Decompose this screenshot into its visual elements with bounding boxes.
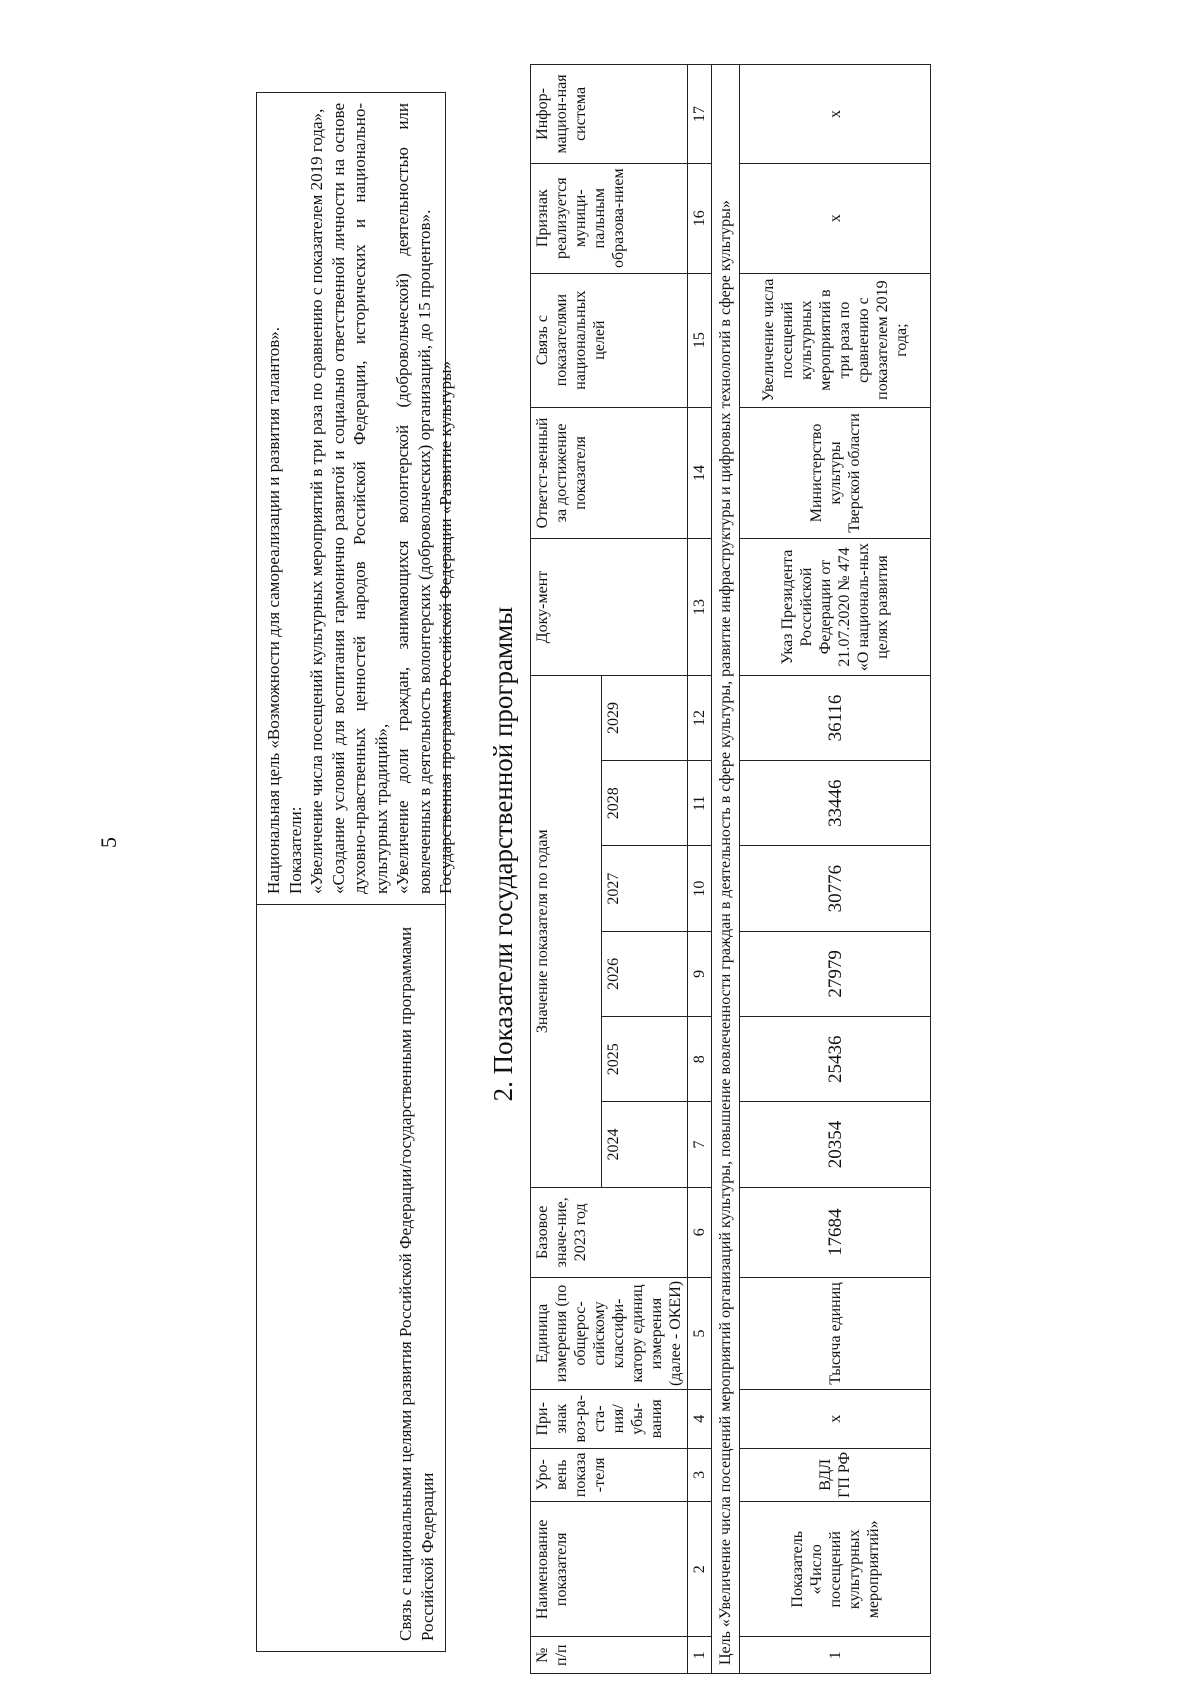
col-number: 5	[688, 1277, 712, 1389]
header-info: Инфор-мацион-ная система	[531, 65, 688, 164]
row-unit: Тысяча единиц	[740, 1277, 931, 1389]
row-doc: Указ Президента Российской Федерации от 21.07.2020 № 474 «О националь-ных целях развития	[740, 539, 931, 676]
header-values-group: Значение показателя по годам	[531, 675, 602, 1187]
header-municipal: Признак реализуется муници-пальным образова-нием	[531, 163, 688, 273]
table-row	[740, 65, 931, 1674]
col-number: 9	[688, 931, 712, 1016]
col-number: 10	[688, 846, 712, 931]
section-title: 2. Показатели государственной программы	[488, 606, 518, 1102]
link-box-line: Государственная программа Российской Федерации «Развитие культуры»	[436, 361, 455, 894]
col-number: 4	[688, 1390, 712, 1449]
indicators-table-wrapper	[530, 64, 931, 1674]
header-year: 2026	[602, 931, 688, 1016]
national-goals-link-box	[256, 92, 455, 1652]
row-municipal: х	[740, 163, 931, 273]
header-base: Базовое значе-ние, 2023 год	[531, 1187, 688, 1277]
link-box-label-cell	[257, 904, 445, 1651]
col-number: 2	[688, 1502, 712, 1637]
row-num: 1	[740, 1637, 931, 1674]
link-box-line: Национальная цель «Возможности для самореализации и развития талантов».	[264, 327, 283, 894]
row-value: 27979	[740, 931, 931, 1016]
goal-row	[712, 65, 740, 1674]
row-value: 30776	[740, 846, 931, 931]
row-value: 33446	[740, 761, 931, 846]
header-link: Связь с показателями национальных целей	[531, 273, 688, 407]
col-number: 6	[688, 1187, 712, 1277]
link-box-line: «Создание условий для воспитания гармонично развитой и социально ответственной личности на основе духовно-нравственных ценностей народов Российской Федерации, исторических и национально-культурных традиций»,	[328, 103, 391, 894]
col-number: 16	[688, 163, 712, 273]
column-numbers-row	[688, 65, 712, 1674]
col-number: 12	[688, 675, 712, 760]
header-responsible: Ответст-венный за достижение показателя	[531, 407, 688, 539]
link-box-content-cell	[257, 93, 455, 904]
col-number: 15	[688, 273, 712, 407]
col-number: 17	[688, 65, 712, 164]
header-year: 2027	[602, 846, 688, 931]
link-box-line: Показатели:	[285, 806, 305, 894]
col-number: 11	[688, 761, 712, 846]
header-year: 2029	[602, 675, 688, 760]
row-sign: х	[740, 1390, 931, 1449]
header-unit: Единица измерения (по общерос-сийскому классифи-катору единиц измерения (далее - ОКЕИ)	[531, 1277, 688, 1389]
header-year: 2028	[602, 761, 688, 846]
col-number: 13	[688, 539, 712, 676]
header-num: № п/п	[531, 1637, 688, 1674]
link-box-line: «Увеличение доли граждан, занимающихся волонтерской (добровольческой) деятельностью или вовлеченных в деятельность волонтерских (добровольческих) организаций, до 15 процентов».	[393, 103, 434, 894]
goal-text: Цель «Увеличение числа посещений мероприятий организаций культуры, повышение вовлеченности граждан в деятельность в сфере культуры, развитие инфраструктуры и цифровых технологий в сфере культуры»	[712, 65, 740, 1674]
header-year: 2024	[602, 1102, 688, 1187]
row-value: 25436	[740, 1017, 931, 1102]
row-value: 36116	[740, 675, 931, 760]
row-responsible: Министерство культуры Тверской области	[740, 407, 931, 539]
header-level: Уро-вень показа-теля	[531, 1448, 688, 1502]
link-box-label: Связь с национальными целями развития Российской Федерации/государственными программами Российской Федерации	[396, 926, 437, 1641]
header-name: Наименование показателя	[531, 1502, 688, 1637]
col-number: 1	[688, 1637, 712, 1674]
header-year: 2025	[602, 1017, 688, 1102]
row-base: 17684	[740, 1187, 931, 1277]
row-name: Показатель «Число посещений культурных мероприятий»	[740, 1502, 931, 1637]
header-sign: При-знак воз-ра-ста-ния/ убы-вания	[531, 1390, 688, 1449]
row-info: х	[740, 65, 931, 164]
link-box-line: «Увеличение числа посещений культурных мероприятий в три раза по сравнению с показателем 2019 года»,	[307, 108, 326, 894]
row-value: 20354	[740, 1102, 931, 1187]
header-doc: Доку-мент	[531, 539, 688, 676]
row-level: ВДЛ ГП РФ	[740, 1448, 931, 1502]
col-number: 14	[688, 407, 712, 539]
row-link: Увеличение числа посещений культурных мероприятий в три раза по сравнению с показателем 2019 года;	[740, 273, 931, 407]
page-number: 5	[96, 837, 121, 848]
indicators-table	[530, 64, 931, 1674]
col-number: 7	[688, 1102, 712, 1187]
col-number: 3	[688, 1448, 712, 1502]
col-number: 8	[688, 1017, 712, 1102]
